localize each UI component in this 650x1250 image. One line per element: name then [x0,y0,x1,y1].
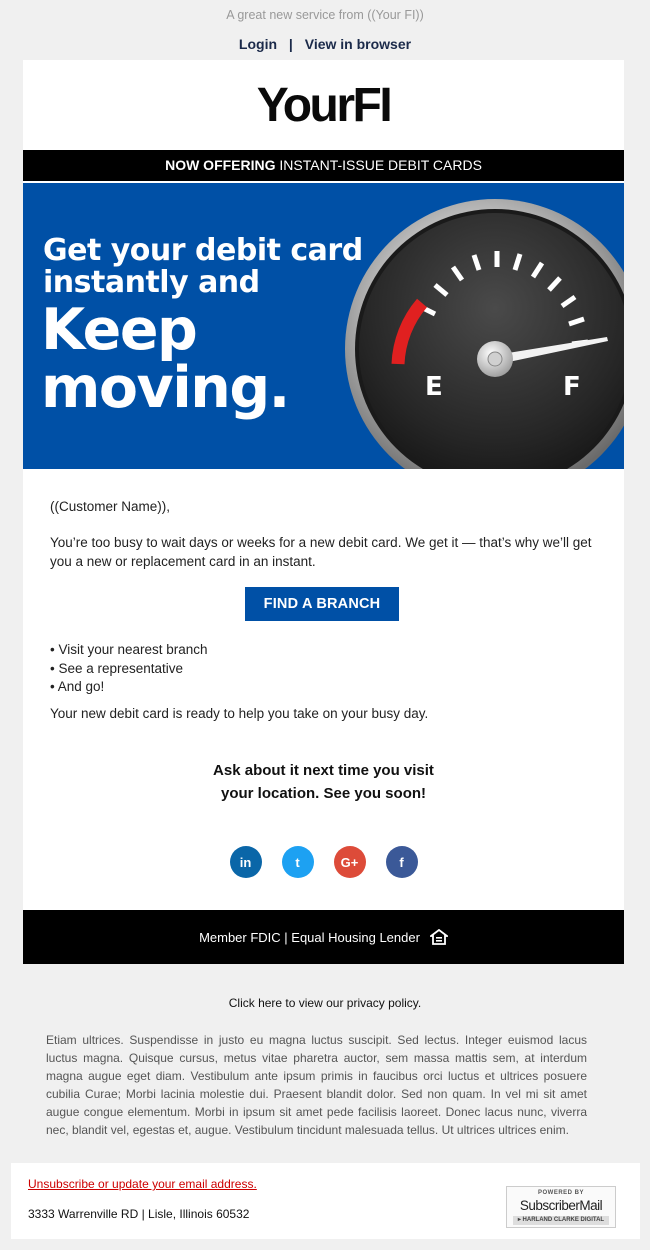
badge-name: SubscriberMail [519,1198,603,1213]
gauge-empty-label: E [425,372,443,402]
hero-big-2: moving. [41,355,289,421]
disclaimer-text: Etiam ultrices. Suspendisse in justo eu magna luctus suscipit. Sed lectus. Integer euismod lacus luctus magna. Quisque cursus, metus vitae pharetra auctor, sem massa mattis sem, at interdum magna augue eget diam. Vestibulum ante ipsum primis in faucibus orci luctus et ultrices posuere cubilia Curae; Morbi lacinia molestie dui. Praesent blandit dolor. Sed non quam. In vel mi sit amet augue congue elementum. Morbi in ipsum sit amet pede facilisis laoreet. Donec lacus nunc, viverra nec, blandit vel, egestas et, augue. Vestibulum tincidunt malesuada tellus. Ut ultrices ultrices enim. [46,1033,587,1137]
hero-line-2: instantly and [43,265,260,300]
yourfi-logo: YourFI [256,78,391,132]
linkedin-icon[interactable] [230,846,262,878]
email-card [23,60,624,910]
footer-bar [23,910,624,964]
hero-big-1: Keep [41,297,197,363]
offer-banner [23,150,624,181]
badge-powered-by: POWERED BY [537,1190,584,1196]
customer-greeting: ((Customer Name)), [50,499,171,514]
fuel-gauge-icon [345,199,624,469]
list-item: • See a representative [50,660,184,676]
facebook-icon[interactable] [386,846,418,878]
offer-banner-rest: INSTANT-ISSUE DEBIT CARDS [275,157,482,173]
find-a-branch-button[interactable]: FIND A BRANCH [245,587,399,621]
ready-text: Your new debit card is ready to help you take on your busy day. [50,706,429,721]
footer-text: Member FDIC | Equal Housing Lender [199,929,420,945]
social-icons [23,846,624,878]
google-plus-glyph: G+ [340,854,359,870]
privacy-policy [0,996,650,1010]
login-link[interactable]: Login [238,36,278,52]
equal-housing-icon [430,929,448,945]
google-plus-icon[interactable] [334,846,366,878]
list-item: • And go! [50,679,105,694]
top-links [0,36,650,52]
list-item: • Visit your nearest branch [50,642,208,657]
gauge-full-label: F [563,372,581,402]
ask-line-1: Ask about it next time you visit [213,762,434,779]
subscribermail-badge[interactable] [506,1186,616,1228]
intro-paragraph: You’re too busy to wait days or weeks for a new debit card. We get it — that’s why we’ll get you a new or replacement card in an instant. [50,535,592,569]
logo-area [23,60,624,150]
privacy-policy-link[interactable]: Click here to view our privacy policy. [228,996,422,1010]
bottom-box [11,1163,640,1239]
badge-company: ▸ HARLAND CLARKE DIGITAL [513,1216,609,1225]
hero-banner [23,183,624,469]
steps-list [50,641,208,697]
preheader-text: A great new service from ((Your FI)) [226,8,424,22]
top-links-separator: | [288,36,293,52]
hero-line-1: Get your debit card [43,233,363,268]
hero-headline [43,235,363,299]
hero-big-text [41,297,289,421]
linkedin-glyph: in [239,854,252,870]
facebook-glyph: f [399,854,404,870]
mailing-address: 3333 Warrenville RD | Lisle, Illinois 60532 [28,1207,250,1221]
view-in-browser-link[interactable]: View in browser [304,36,412,52]
offer-banner-bold: NOW OFFERING [165,157,276,173]
unsubscribe-link[interactable]: Unsubscribe or update your email address. [28,1177,257,1191]
twitter-icon[interactable] [282,846,314,878]
ask-callout [23,759,624,805]
twitter-glyph: t [295,854,300,870]
ask-line-2: your location. See you soon! [220,785,427,802]
